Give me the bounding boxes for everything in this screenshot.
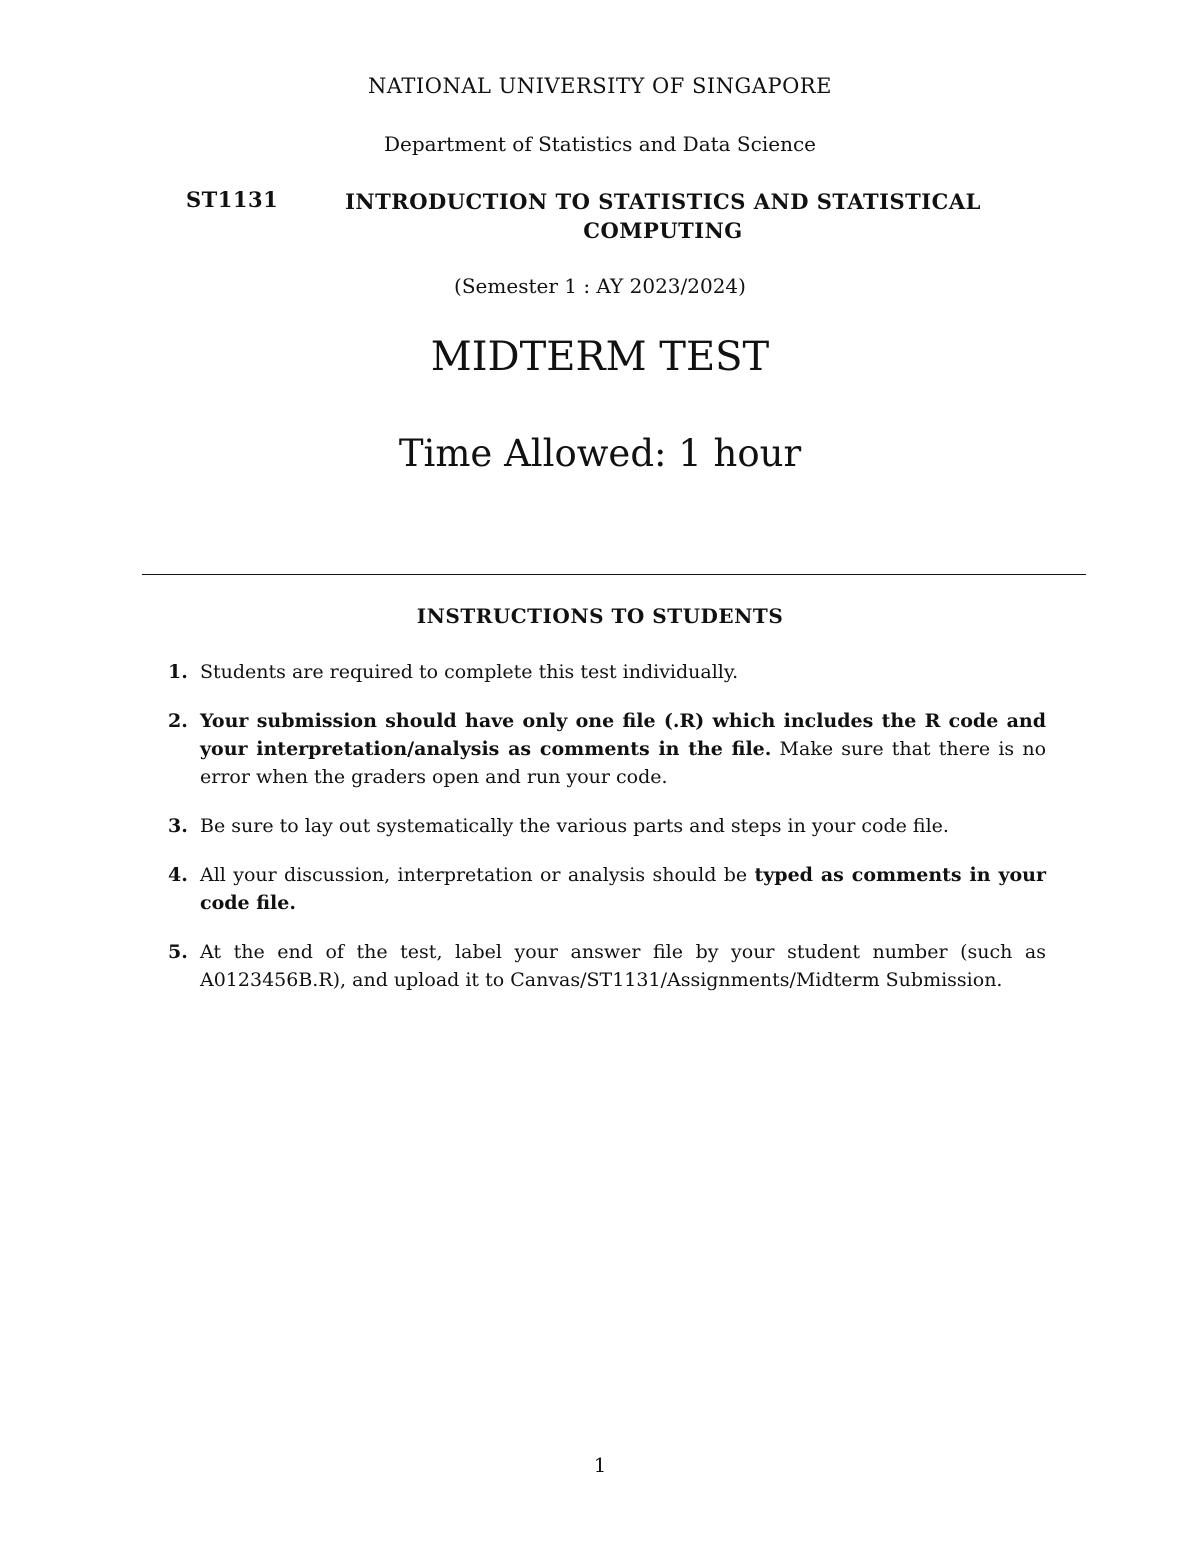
page-number: 1	[593, 1453, 607, 1477]
course-code: ST1131	[186, 187, 279, 212]
instruction-text: Make sure that there is no error when the graders open and run your code.	[200, 738, 1047, 788]
instruction-text: Be sure to lay out systematically the various parts and steps in your code file.	[200, 815, 949, 837]
instruction-number: 4.	[168, 864, 188, 886]
instruction-item-4	[168, 861, 1046, 917]
instruction-item-3	[168, 812, 1046, 840]
instruction-bold-text: Your submission should have only one file (.R) which includes the R code and your interpretation/analysis as comments in the file.	[200, 710, 1046, 760]
instruction-item-5	[168, 938, 1046, 994]
instruction-text: At the end of the test, label your answer file by your student number (such as A0123456B.R), and upload it to Canvas/ST1131/Assignments/Midterm Submission.	[200, 941, 1046, 991]
time-allowed: Time Allowed: 1 hour	[398, 432, 802, 475]
instruction-item-2	[168, 707, 1046, 791]
instruction-number: 3.	[168, 815, 188, 837]
instruction-text: Students are required to complete this test individually.	[200, 661, 739, 683]
instruction-bold-text: typed as comments in your code file.	[200, 864, 1046, 914]
instructions-title: INSTRUCTIONS TO STUDENTS	[416, 604, 784, 628]
instruction-number: 2.	[168, 710, 188, 732]
instruction-item-1	[168, 658, 1046, 686]
test-title: MIDTERM TEST	[430, 334, 770, 380]
department-name: Department of Statistics and Data Science	[384, 132, 816, 156]
course-title: INTRODUCTION TO STATISTICS AND STATISTICAL COMPUTING	[345, 189, 981, 243]
horizontal-divider	[142, 574, 1086, 575]
university-name: NATIONAL UNIVERSITY OF SINGAPORE	[368, 74, 832, 98]
semester-info: (Semester 1 : AY 2023/2024)	[454, 274, 746, 298]
instruction-text: All your discussion, interpretation or analysis should be	[200, 864, 755, 886]
instruction-number: 1.	[168, 661, 188, 683]
instructions-list	[168, 658, 1046, 1015]
instruction-number: 5.	[168, 941, 188, 963]
